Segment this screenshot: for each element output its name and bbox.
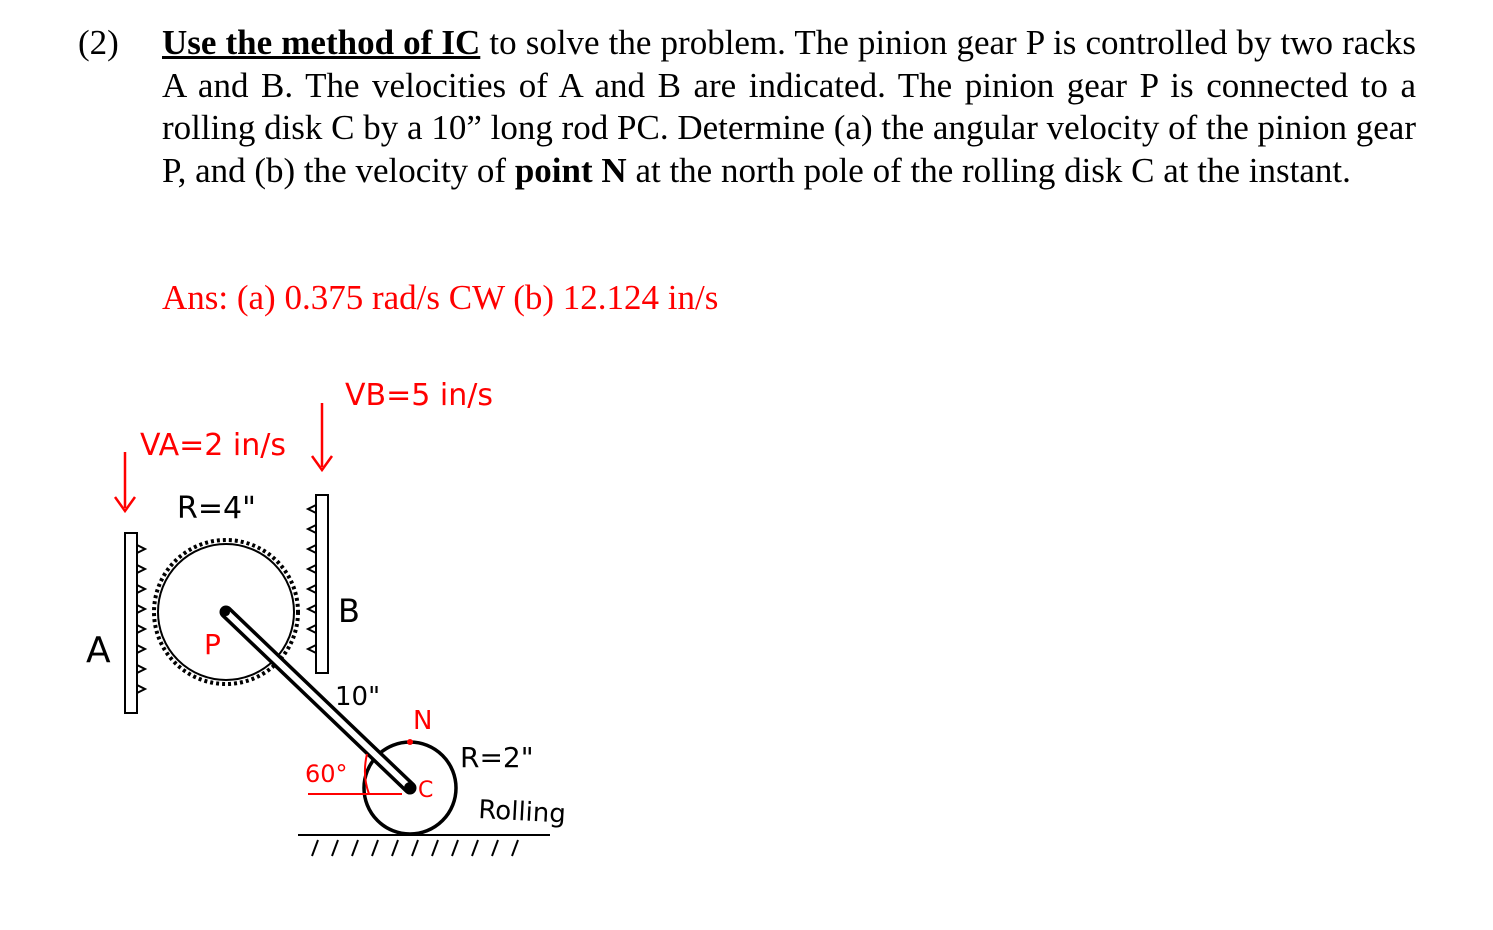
method-emphasis: Use the method of IC	[162, 23, 481, 62]
gear-radius-label: R=4"	[177, 491, 256, 526]
rack-a-label: A	[86, 630, 111, 671]
answer-line: Ans: (a) 0.375 rad/s CW (b) 12.124 in/s	[162, 278, 719, 317]
velocity-arrow-b	[312, 403, 332, 470]
statement-text-1: to solve the problem. The pinion gear P is controlled by two racks A and B. The velocities of A and B are indicated. The pinion gear P is connected to a rolling disk C by a 10” long rod PC. Determine (a) the angular velocity of the pinion gear P, and (b) the velocity of	[162, 23, 1416, 190]
angle-label: 60°	[305, 760, 348, 788]
disk-radius-label: R=2"	[460, 741, 534, 774]
rack-b-label: B	[338, 592, 360, 630]
rack-b	[308, 495, 328, 673]
rack-a	[125, 533, 145, 713]
pinion-label: P	[204, 628, 221, 661]
pin-p	[222, 608, 230, 616]
rod-length-label: 10"	[335, 682, 381, 712]
velocity-arrow-a	[115, 452, 135, 511]
disk-label: C	[418, 778, 434, 803]
north-pole-label: N	[413, 706, 433, 736]
point-n-emphasis: point N	[514, 150, 627, 190]
pin-c	[404, 782, 416, 794]
ground	[298, 835, 550, 856]
rolling-label: Rolling	[477, 795, 567, 830]
statement-text-2: at the north pole of the rolling disk C at the instant.	[626, 150, 1351, 190]
north-pole-point	[407, 739, 413, 745]
va-label: VA=2 in/s	[140, 428, 286, 463]
problem-number: (2)	[78, 23, 119, 62]
vb-label: VB=5 in/s	[345, 378, 493, 413]
